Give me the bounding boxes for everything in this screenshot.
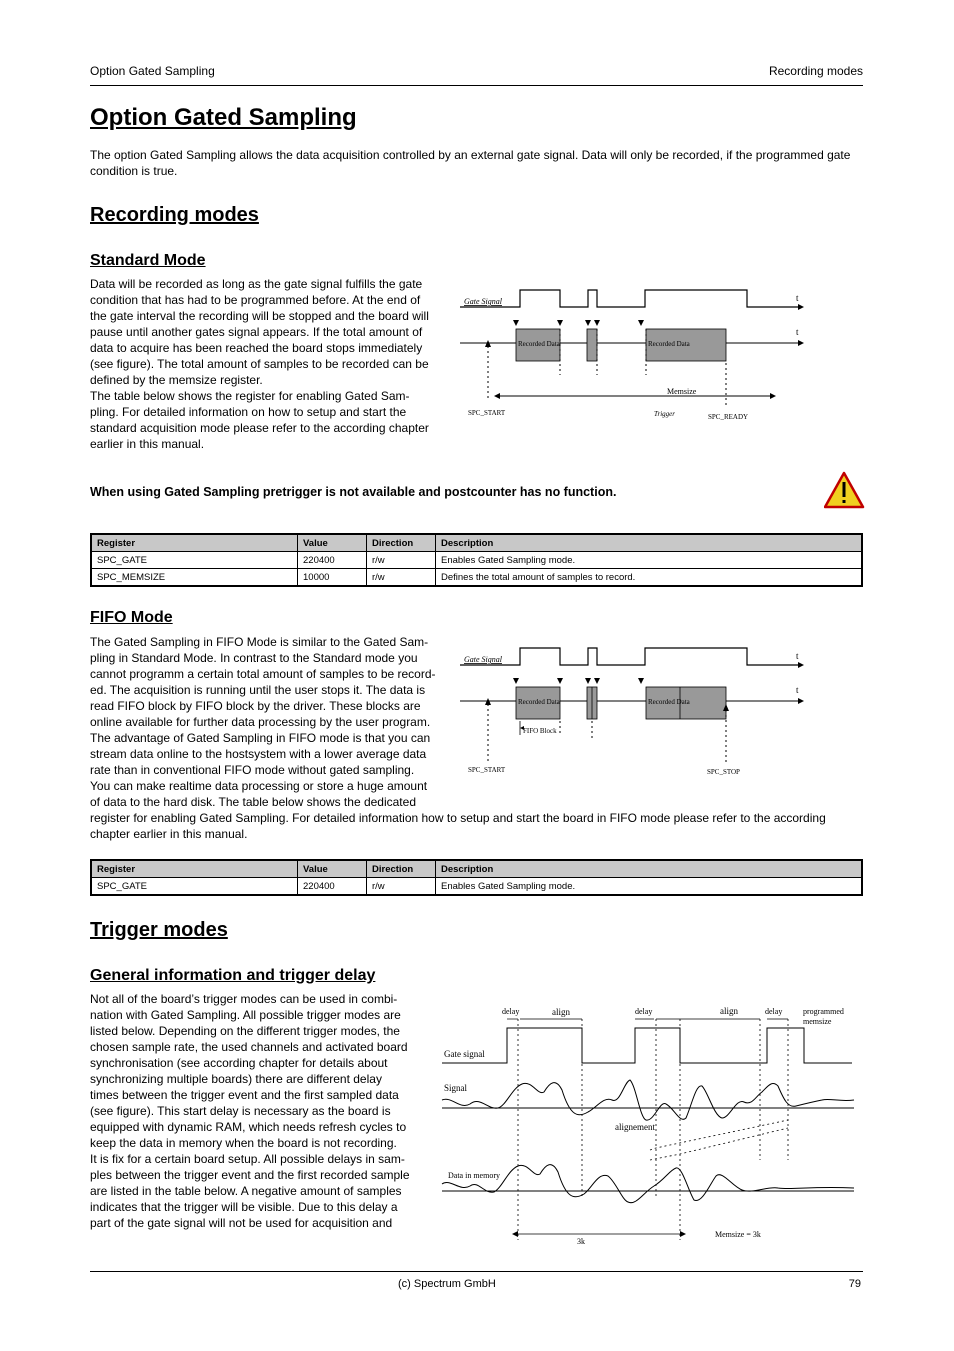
svg-text:FIFO Block: FIFO Block	[523, 727, 557, 735]
page-number: 79	[848, 1278, 861, 1290]
fifo-mode-heading: FIFO Mode	[90, 609, 173, 626]
trigger-delay-figure	[432, 1000, 862, 1250]
svg-text:Gate signal: Gate signal	[444, 1049, 485, 1059]
svg-text:Recorded Data: Recorded Data	[648, 340, 690, 348]
svg-text:t: t	[796, 685, 799, 695]
table-row: SPC_GATE 220400 r/w Enables Gated Sampling mode.	[91, 878, 862, 896]
svg-text:SPC_READY: SPC_READY	[708, 413, 749, 421]
svg-text:SPC_START: SPC_START	[468, 766, 506, 774]
warning-icon	[824, 471, 866, 509]
recorded-data-block-2	[587, 329, 597, 361]
svg-text:Recorded Data: Recorded Data	[648, 698, 690, 706]
page-title: Option Gated Sampling	[90, 104, 357, 131]
svg-text:SPC_STOP: SPC_STOP	[707, 768, 740, 776]
header-rule	[90, 85, 863, 86]
svg-text:memsize: memsize	[803, 1017, 832, 1026]
svg-text:Trigger: Trigger	[654, 410, 676, 418]
table-header: Direction	[367, 860, 436, 878]
fifo-mode-text: The Gated Sampling in FIFO Mode is similar to the Gated Sam- pling in Standard Mode. In contrast to the Standard mode you cannot programm a certain total amount of samples to be record- ed. The acquisition is running until the user stops it. The data is read FIFO block by FIFO block by the driver. These blocks are online available for further data processing by the user program. The advantage of Gated Sampling in FIFO mode is that you can stream data online to the hostsystem with a lower average data rate than in conventional FIFO mode without gated sampling. You can make realtime data processing or store a huge amount of data to the hard disk. The table below shows the dedicated register for enabling Gated Sampling. For detailed information how to setup and start the board in FIFO mode please refer to the according chapter earlier in this manual.	[90, 635, 826, 841]
register-table-standard	[90, 533, 863, 587]
svg-text:t: t	[796, 293, 799, 303]
svg-text:alignement: alignement	[615, 1122, 655, 1132]
standard-mode-text: Data will be recorded as long as the gate signal fulfills the gate condition that has had to be programmed before. At the end of the gate interval the recording will be stopped and the board will pause until another gates signal appears. If the total amount of data to acquire has been reached the board stops immediately (see figure). The total amount of samples to be recorded can be defined by the memsize register. The table below shows the register for enabling Gated Sam- pling. For detailed information on how to setup and start the standard acquisition mode please refer to the according chapter earlier in this manual.	[90, 277, 429, 451]
table-header: Direction	[367, 534, 436, 552]
standard-mode-heading: Standard Mode	[90, 252, 206, 269]
svg-text:SPC_START: SPC_START	[468, 409, 506, 417]
table-header: Value	[298, 860, 367, 878]
footer-rule	[90, 1271, 863, 1272]
standard-mode-figure	[460, 285, 810, 430]
table-header: Description	[436, 534, 863, 552]
table-row: SPC_MEMSIZE 10000 r/w Defines the total amount of samples to record.	[91, 569, 862, 587]
svg-text:t: t	[796, 327, 799, 337]
register-table-fifo	[90, 859, 863, 896]
fifo-mode-figure	[460, 643, 810, 778]
general-info-heading: General information and trigger delay	[90, 967, 376, 984]
trigger-modes-heading: Trigger modes	[90, 919, 228, 941]
intro-text: The option Gated Sampling allows the data acquisition controlled by an external gate signal. Data will only be recorded, if the programmed gate condition is true.	[90, 148, 851, 178]
svg-text:align: align	[552, 1007, 570, 1017]
svg-text:Gate Signal: Gate Signal	[464, 655, 502, 664]
gate-signal-label: Gate Signal	[464, 297, 502, 306]
svg-text:delay: delay	[502, 1007, 520, 1016]
header-right: Recording modes	[768, 64, 863, 78]
svg-text:3k: 3k	[577, 1237, 585, 1246]
svg-text:Data in memory: Data in memory	[448, 1171, 500, 1180]
table-header: Register	[91, 860, 298, 878]
footer-copyright: (c) Spectrum GmbH	[398, 1278, 496, 1290]
svg-text:Memsize = 3k: Memsize = 3k	[715, 1230, 761, 1239]
table-row: SPC_GATE 220400 r/w Enables Gated Sampling mode.	[91, 552, 862, 569]
svg-text:programmed: programmed	[803, 1007, 844, 1016]
table-header: Value	[298, 534, 367, 552]
svg-text:delay: delay	[635, 1007, 653, 1016]
svg-text:align: align	[720, 1006, 738, 1016]
general-info-text: Not all of the board’s trigger modes can be used in combi- nation with Gated Sampling. All possible trigger modes are listed below. Depending on the different trigger modes, the chosen sample rate, the used channels and activated board synchronisation (see according chapter for details about synchronizing multiple boards) there are different delay times between the trigger event and the first sampled data (see figure). This start delay is necessary as the board is equipped with dynamic RAM, which needs refresh cycles to keep the data in memory when the board is not recording. It is fix for a certain board setup. All possible delays in sam- ples between the trigger event and the first recorded sample are listed in the table below. A negative amount of samples indicates that the trigger will be visible. Due to this delay a part of the gate signal will not be used for acquisition and	[90, 992, 410, 1230]
svg-text:delay: delay	[765, 1007, 783, 1016]
svg-text:Memsize: Memsize	[667, 387, 697, 396]
svg-text:Recorded Data: Recorded Data	[518, 698, 560, 706]
header-left: Option Gated Sampling	[90, 64, 215, 78]
recording-modes-heading: Recording modes	[90, 204, 259, 226]
svg-text:Signal: Signal	[444, 1083, 468, 1093]
svg-text:t: t	[796, 651, 799, 661]
warning-text: When using Gated Sampling pretrigger is not available and postcounter has no function.	[90, 485, 617, 499]
table-header: Description	[436, 860, 863, 878]
table-header: Register	[91, 534, 298, 552]
svg-text:Recorded Data: Recorded Data	[518, 340, 560, 348]
